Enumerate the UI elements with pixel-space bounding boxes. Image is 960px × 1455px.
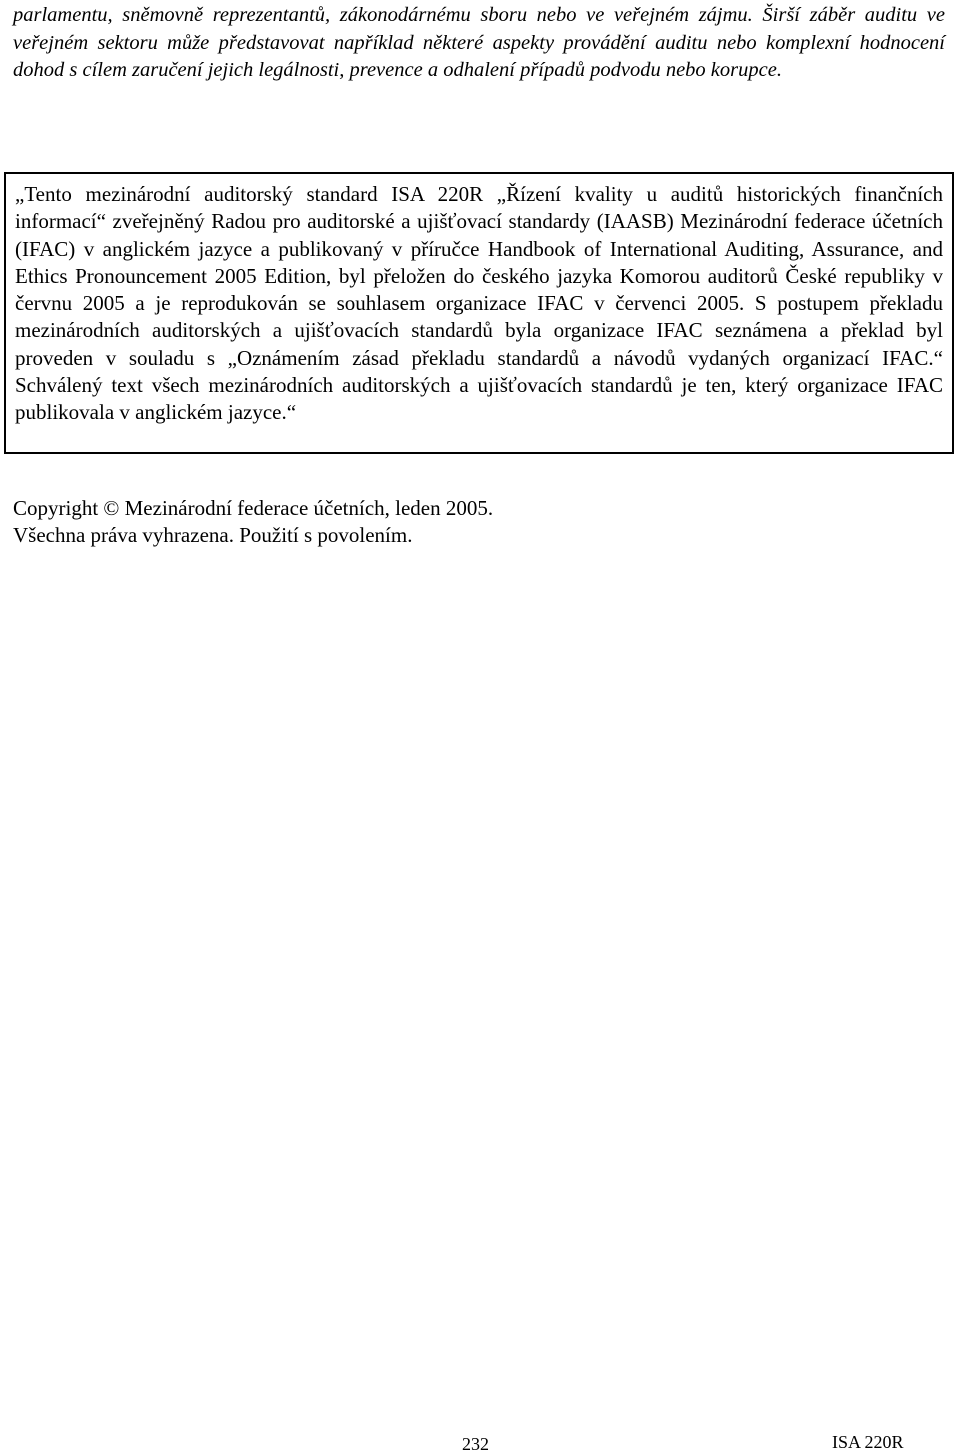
intro-paragraph: parlamentu, sněmovně reprezentantů, zákonodárnému sboru nebo ve veřejném zájmu. Širší záběr auditu ve veřejném sektoru může představovat například některé aspekty provádění auditu nebo komplexní hodnocení dohod s cílem zaručení jejich legálnosti, prevence a odhalení případů podvodu nebo korupce.: [13, 4, 945, 81]
copyright-line: Copyright © Mezinárodní federace účetních, leden 2005.: [13, 496, 494, 520]
rights-line: Všechna práva vyhrazena. Použití s povolením.: [13, 523, 413, 547]
document-code: ISA 220R: [832, 1432, 904, 1452]
copyright-block: [13, 495, 913, 549]
translation-notice-box: [4, 172, 954, 454]
translation-notice-text: „Tento mezinárodní auditorský standard ISA 220R „Řízení kvality u auditů historických finančních informací“ zveřejněný Radou pro auditorské a ujišťovací standardy (IAASB) Mezinárodní federace účetních (IFAC) v anglickém jazyce a publikovaný v příručce Handbook of International Auditing, Assurance, and Ethics Pronouncement 2005 Edition, byl přeložen do českého jazyka Komorou auditorů České republiky v červnu 2005 a je reprodukován se souhlasem organizace IFAC v červenci 2005. S postupem překladu mezinárodních auditorských a ujišťovacích standardů byla organizace IFAC seznámena a překlad byl proveden v souladu s „Oznámením zásad překladu standardů a návodů vydaných organizací IFAC.“ Schválený text všech mezinárodních auditorských a ujišťovacích standardů je ten, který organizace IFAC publikovala v anglickém jazyce.“: [15, 182, 943, 425]
page-number: 232: [462, 1434, 489, 1454]
